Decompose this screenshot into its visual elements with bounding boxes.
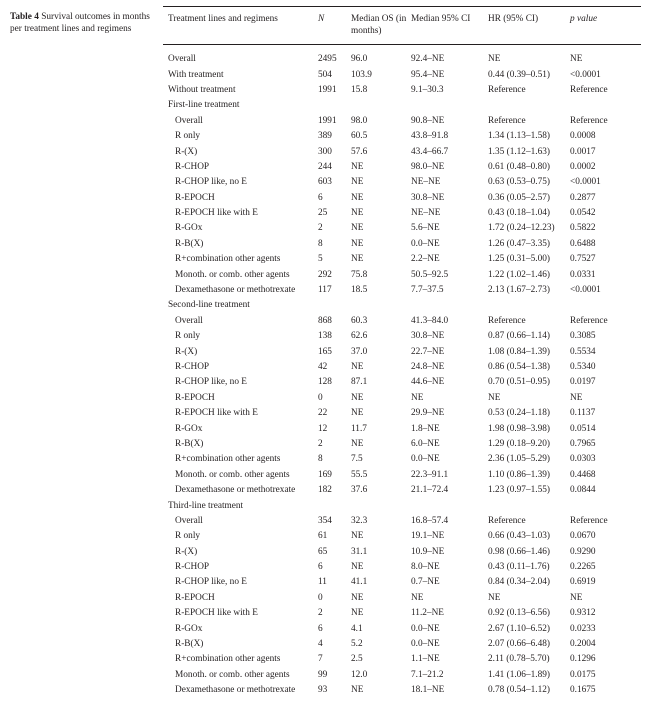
cell-median-os: 37.6 bbox=[351, 485, 368, 496]
cell-p-value: 0.5822 bbox=[570, 223, 596, 234]
cell-hr: Reference bbox=[488, 115, 526, 126]
cell-median-ci: 90.8–NE bbox=[411, 115, 445, 126]
cell-median-os: NE bbox=[351, 223, 364, 234]
cell-regimen: R-(X) bbox=[175, 146, 198, 157]
table-row bbox=[163, 359, 641, 374]
table-row bbox=[163, 421, 641, 436]
cell-median-os: NE bbox=[351, 531, 364, 542]
cell-n: 6 bbox=[318, 623, 323, 634]
cell-n: 389 bbox=[318, 131, 332, 142]
cell-n: 4 bbox=[318, 639, 323, 650]
section-heading-row bbox=[163, 98, 641, 113]
cell-regimen: R-EPOCH like with E bbox=[175, 208, 258, 219]
cell-median-os: 31.1 bbox=[351, 546, 368, 557]
cell-hr: 1.26 (0.47–3.35) bbox=[488, 238, 550, 249]
cell-median-ci: 6.0–NE bbox=[411, 438, 440, 449]
cell-median-os: NE bbox=[351, 254, 364, 265]
table-row bbox=[163, 606, 641, 621]
cell-median-os: NE bbox=[351, 592, 364, 603]
cell-regimen: With treatment bbox=[168, 69, 224, 80]
cell-regimen: Monoth. or comb. other agents bbox=[175, 469, 290, 480]
cell-hr: 0.66 (0.43–1.03) bbox=[488, 531, 550, 542]
cell-n: 8 bbox=[318, 238, 323, 249]
table-row bbox=[163, 683, 641, 698]
cell-hr: 0.78 (0.54–1.12) bbox=[488, 685, 550, 696]
cell-hr: 1.35 (1.12–1.63) bbox=[488, 146, 550, 157]
cell-n: 603 bbox=[318, 177, 332, 188]
cell-hr: 2.67 (1.10–6.52) bbox=[488, 623, 550, 634]
cell-median-os: 98.0 bbox=[351, 115, 368, 126]
section-heading: Third-line treatment bbox=[168, 500, 244, 511]
table-row bbox=[163, 559, 641, 574]
table-row bbox=[163, 313, 641, 328]
cell-median-ci: 22.3–91.1 bbox=[411, 469, 449, 480]
cell-n: 12 bbox=[318, 423, 328, 434]
table-row bbox=[163, 190, 641, 205]
cell-n: 117 bbox=[318, 285, 332, 296]
table-row bbox=[163, 390, 641, 405]
cell-regimen: R-EPOCH bbox=[175, 592, 215, 603]
cell-n: 292 bbox=[318, 269, 332, 280]
survival-table-container bbox=[163, 6, 641, 698]
cell-hr: Reference bbox=[488, 84, 526, 95]
cell-n: 22 bbox=[318, 408, 328, 419]
cell-p-value: 0.0197 bbox=[570, 377, 596, 388]
cell-p-value: 0.2265 bbox=[570, 562, 596, 573]
table-row bbox=[163, 221, 641, 236]
cell-median-ci: NE–NE bbox=[411, 208, 441, 219]
cell-median-ci: 44.6–NE bbox=[411, 377, 445, 388]
cell-median-os: 87.1 bbox=[351, 377, 368, 388]
cell-median-os: NE bbox=[351, 177, 364, 188]
cell-median-ci: 41.3–84.0 bbox=[411, 315, 449, 326]
cell-median-ci: 30.8–NE bbox=[411, 192, 445, 203]
cell-n: 138 bbox=[318, 331, 332, 342]
cell-median-os: NE bbox=[351, 562, 364, 573]
cell-p-value: 0.0303 bbox=[570, 454, 596, 465]
cell-p-value: 0.5534 bbox=[570, 346, 596, 357]
cell-median-ci: 50.5–92.5 bbox=[411, 269, 449, 280]
cell-regimen: R-EPOCH bbox=[175, 192, 215, 203]
table-row bbox=[163, 52, 641, 67]
cell-p-value: <0.0001 bbox=[570, 285, 601, 296]
table-row bbox=[163, 621, 641, 636]
cell-median-ci: 98.0–NE bbox=[411, 161, 445, 172]
cell-median-os: 75.8 bbox=[351, 269, 368, 280]
cell-regimen: R-CHOP like, no E bbox=[175, 177, 247, 188]
cell-n: 2 bbox=[318, 223, 323, 234]
cell-median-ci: 19.1–NE bbox=[411, 531, 445, 542]
cell-p-value: 0.0017 bbox=[570, 146, 596, 157]
cell-p-value: NE bbox=[570, 392, 583, 403]
cell-median-ci: 0.0–NE bbox=[411, 454, 440, 465]
cell-median-os: NE bbox=[351, 192, 364, 203]
cell-median-os: 103.9 bbox=[351, 69, 372, 80]
table-row bbox=[163, 144, 641, 159]
cell-p-value: Reference bbox=[570, 84, 608, 95]
cell-median-ci: 43.8–91.8 bbox=[411, 131, 449, 142]
cell-p-value: 0.1296 bbox=[570, 654, 596, 665]
cell-regimen: R only bbox=[175, 531, 201, 542]
header-row bbox=[163, 7, 641, 44]
cell-regimen: R-EPOCH bbox=[175, 392, 215, 403]
cell-median-os: 96.0 bbox=[351, 54, 368, 65]
cell-median-os: NE bbox=[351, 408, 364, 419]
cell-median-os: 60.5 bbox=[351, 131, 368, 142]
cell-regimen: Monoth. or comb. other agents bbox=[175, 669, 290, 680]
header-p-value: p value bbox=[570, 14, 598, 24]
cell-n: 182 bbox=[318, 485, 332, 496]
cell-n: 99 bbox=[318, 669, 328, 680]
cell-median-os: NE bbox=[351, 608, 364, 619]
cell-median-ci: 24.8–NE bbox=[411, 362, 445, 372]
cell-p-value: Reference bbox=[570, 115, 608, 126]
table-row bbox=[163, 82, 641, 97]
cell-p-value: 0.0670 bbox=[570, 531, 596, 542]
cell-n: 2495 bbox=[318, 54, 337, 65]
table-row bbox=[163, 482, 641, 497]
header-rule bbox=[163, 44, 641, 52]
cell-hr: 1.34 (1.13–1.58) bbox=[488, 131, 550, 142]
cell-hr: 2.13 (1.67–2.73) bbox=[488, 285, 550, 296]
cell-hr: 2.36 (1.05–5.29) bbox=[488, 454, 550, 465]
header-regimen: Treatment lines and regimens bbox=[168, 14, 278, 24]
cell-median-os: 4.1 bbox=[351, 623, 363, 634]
cell-median-os: 11.7 bbox=[351, 423, 367, 434]
cell-hr: 0.87 (0.66–1.14) bbox=[488, 331, 550, 342]
cell-p-value: NE bbox=[570, 54, 583, 65]
cell-median-os: 7.5 bbox=[351, 454, 363, 465]
cell-n: 169 bbox=[318, 469, 332, 480]
table-row bbox=[163, 405, 641, 420]
cell-median-ci: 43.4–66.7 bbox=[411, 146, 449, 157]
cell-median-os: NE bbox=[351, 208, 364, 219]
cell-hr: 0.44 (0.39–0.51) bbox=[488, 69, 550, 80]
cell-median-ci: 7.1–21.2 bbox=[411, 669, 444, 680]
cell-n: 2 bbox=[318, 608, 323, 619]
cell-n: 7 bbox=[318, 654, 323, 665]
table-row bbox=[163, 652, 641, 667]
survival-table bbox=[163, 7, 641, 698]
cell-p-value: 0.6919 bbox=[570, 577, 596, 588]
cell-median-ci: 29.9–NE bbox=[411, 408, 445, 419]
cell-median-os: 15.8 bbox=[351, 84, 368, 95]
cell-median-ci: 1.8–NE bbox=[411, 423, 440, 434]
cell-p-value: 0.9290 bbox=[570, 546, 596, 557]
cell-hr: 2.07 (0.66–6.48) bbox=[488, 639, 550, 650]
cell-n: 868 bbox=[318, 315, 332, 326]
cell-hr: 1.41 (1.06–1.89) bbox=[488, 669, 550, 680]
cell-median-ci: NE–NE bbox=[411, 177, 441, 188]
cell-median-os: NE bbox=[351, 685, 364, 696]
cell-regimen: R-B(X) bbox=[175, 238, 204, 249]
cell-p-value: 0.4468 bbox=[570, 469, 596, 480]
table-row bbox=[163, 67, 641, 82]
section-heading: Second-line treatment bbox=[168, 300, 250, 311]
table-row bbox=[163, 513, 641, 528]
cell-regimen: Overall bbox=[175, 315, 203, 326]
cell-p-value: 0.0002 bbox=[570, 161, 596, 172]
cell-hr: 0.63 (0.53–0.75) bbox=[488, 177, 550, 188]
cell-n: 1991 bbox=[318, 115, 337, 126]
cell-p-value: 0.0233 bbox=[570, 623, 596, 634]
cell-p-value: 0.6488 bbox=[570, 238, 596, 249]
cell-n: 25 bbox=[318, 208, 328, 219]
cell-median-ci: 11.2–NE bbox=[411, 608, 444, 619]
cell-n: 65 bbox=[318, 546, 328, 557]
cell-regimen: R-EPOCH like with E bbox=[175, 608, 258, 619]
cell-median-ci: 2.2–NE bbox=[411, 254, 440, 265]
cell-hr: Reference bbox=[488, 315, 526, 326]
table-row bbox=[163, 205, 641, 220]
cell-regimen: R-B(X) bbox=[175, 639, 204, 650]
table-row bbox=[163, 436, 641, 451]
cell-p-value: 0.0514 bbox=[570, 423, 596, 434]
cell-median-ci: 92.4–NE bbox=[411, 54, 445, 65]
table-label: Table 4 bbox=[10, 12, 39, 22]
cell-hr: NE bbox=[488, 592, 501, 603]
cell-p-value: 0.7527 bbox=[570, 254, 596, 265]
cell-n: 0 bbox=[318, 392, 323, 403]
cell-n: 354 bbox=[318, 515, 332, 526]
table-row bbox=[163, 175, 641, 190]
cell-hr: 1.10 (0.86–1.39) bbox=[488, 469, 550, 480]
cell-p-value: 0.2004 bbox=[570, 639, 596, 650]
cell-p-value: 0.0844 bbox=[570, 485, 596, 496]
cell-median-ci: 7.7–37.5 bbox=[411, 285, 444, 296]
cell-regimen: Dexamethasone or methotrexate bbox=[175, 485, 296, 496]
cell-n: 300 bbox=[318, 146, 332, 157]
header-median-os: Median OS (in months) bbox=[351, 14, 407, 36]
cell-regimen: R-EPOCH like with E bbox=[175, 408, 258, 419]
cell-median-ci: 10.9–NE bbox=[411, 546, 445, 557]
cell-median-ci: 16.8–57.4 bbox=[411, 515, 449, 526]
cell-p-value: 0.0175 bbox=[570, 669, 596, 680]
cell-regimen: R-GOx bbox=[175, 423, 203, 434]
cell-median-ci: 1.1–NE bbox=[411, 654, 440, 665]
cell-median-os: 32.3 bbox=[351, 515, 368, 526]
cell-hr: 0.84 (0.34–2.04) bbox=[488, 577, 550, 588]
cell-regimen: R only bbox=[175, 331, 201, 342]
cell-p-value: 0.0331 bbox=[570, 269, 596, 280]
cell-hr: 1.08 (0.84–1.39) bbox=[488, 346, 550, 357]
table-row bbox=[163, 329, 641, 344]
cell-regimen: Dexamethasone or methotrexate bbox=[175, 685, 296, 696]
cell-median-ci: NE bbox=[411, 592, 424, 603]
section-heading-row bbox=[163, 298, 641, 313]
cell-regimen: R-CHOP like, no E bbox=[175, 377, 247, 388]
table-row bbox=[163, 282, 641, 297]
cell-hr: 1.23 (0.97–1.55) bbox=[488, 485, 550, 496]
cell-regimen: Dexamethasone or methotrexate bbox=[175, 285, 296, 296]
cell-hr: 0.43 (0.18–1.04) bbox=[488, 208, 550, 219]
cell-regimen: R only bbox=[175, 131, 201, 142]
table-row bbox=[163, 575, 641, 590]
cell-median-os: 12.0 bbox=[351, 669, 368, 680]
cell-median-os: NE bbox=[351, 238, 364, 249]
cell-n: 128 bbox=[318, 377, 332, 388]
cell-regimen: Monoth. or comb. other agents bbox=[175, 269, 290, 280]
table-row bbox=[163, 344, 641, 359]
cell-hr: 0.92 (0.13–6.56) bbox=[488, 608, 550, 619]
table-row bbox=[163, 159, 641, 174]
cell-hr: 0.70 (0.51–0.95) bbox=[488, 377, 550, 388]
cell-n: 8 bbox=[318, 454, 323, 465]
cell-median-os: 5.2 bbox=[351, 639, 363, 650]
cell-median-ci: 5.6–NE bbox=[411, 223, 440, 234]
header-n: N bbox=[318, 14, 325, 24]
cell-median-ci: 0.0–NE bbox=[411, 238, 440, 249]
table-row bbox=[163, 667, 641, 682]
cell-median-os: 37.0 bbox=[351, 346, 368, 357]
cell-regimen: R+combination other agents bbox=[175, 654, 281, 665]
cell-p-value: <0.0001 bbox=[570, 177, 601, 188]
header-hr: HR (95% CI) bbox=[488, 14, 539, 24]
cell-n: 1991 bbox=[318, 84, 337, 95]
cell-regimen: Overall bbox=[175, 515, 203, 526]
cell-hr: 0.98 (0.66–1.46) bbox=[488, 546, 550, 557]
cell-median-ci: 9.1–30.3 bbox=[411, 84, 444, 95]
cell-p-value: 0.2877 bbox=[570, 192, 596, 203]
cell-median-ci: 0.7–NE bbox=[411, 577, 440, 588]
cell-n: 93 bbox=[318, 685, 328, 696]
cell-regimen: Overall bbox=[175, 115, 203, 126]
cell-p-value: 0.1137 bbox=[570, 408, 596, 419]
cell-median-ci: 0.0–NE bbox=[411, 623, 440, 634]
cell-regimen: R+combination other agents bbox=[175, 254, 281, 265]
cell-regimen: R-GOx bbox=[175, 623, 203, 634]
cell-median-os: 60.3 bbox=[351, 315, 368, 326]
cell-hr: NE bbox=[488, 54, 501, 65]
cell-n: 61 bbox=[318, 531, 328, 542]
cell-median-ci: NE bbox=[411, 392, 424, 403]
cell-n: 6 bbox=[318, 562, 323, 573]
cell-median-ci: 95.4–NE bbox=[411, 69, 445, 80]
cell-median-os: 62.6 bbox=[351, 331, 368, 342]
cell-regimen: R-GOx bbox=[175, 223, 203, 234]
cell-regimen: R-CHOP bbox=[175, 161, 210, 172]
cell-median-ci: 22.7–NE bbox=[411, 346, 445, 357]
cell-median-ci: 30.8–NE bbox=[411, 331, 445, 342]
cell-hr: 1.22 (1.02–1.46) bbox=[488, 269, 550, 280]
table-row bbox=[163, 375, 641, 390]
header-median-ci: Median 95% CI bbox=[411, 14, 471, 24]
table-row bbox=[163, 544, 641, 559]
cell-p-value: 0.1675 bbox=[570, 685, 596, 696]
cell-n: 11 bbox=[318, 577, 327, 588]
cell-regimen: R-(X) bbox=[175, 546, 198, 557]
cell-hr: 1.72 (0.24–12.23) bbox=[488, 223, 555, 234]
cell-median-os: 55.5 bbox=[351, 469, 368, 480]
cell-regimen: R-CHOP bbox=[175, 362, 210, 372]
cell-median-os: NE bbox=[351, 438, 364, 449]
cell-regimen: Without treatment bbox=[168, 84, 236, 95]
cell-median-os: NE bbox=[351, 362, 364, 372]
cell-p-value: 0.7965 bbox=[570, 438, 596, 449]
table-caption bbox=[10, 12, 158, 35]
cell-p-value: 0.9312 bbox=[570, 608, 596, 619]
cell-n: 504 bbox=[318, 69, 332, 80]
cell-regimen: R+combination other agents bbox=[175, 454, 281, 465]
cell-median-os: 18.5 bbox=[351, 285, 368, 296]
cell-hr: 0.86 (0.54–1.38) bbox=[488, 362, 550, 372]
table-row bbox=[163, 128, 641, 143]
cell-n: 6 bbox=[318, 192, 323, 203]
section-heading: First-line treatment bbox=[168, 100, 240, 111]
cell-n: 42 bbox=[318, 362, 328, 372]
table-header bbox=[163, 7, 641, 44]
cell-n: 0 bbox=[318, 592, 323, 603]
cell-median-ci: 21.1–72.4 bbox=[411, 485, 449, 496]
table-row bbox=[163, 467, 641, 482]
cell-median-os: 57.6 bbox=[351, 146, 368, 157]
section-heading-row bbox=[163, 498, 641, 513]
cell-n: 165 bbox=[318, 346, 332, 357]
cell-hr: 0.43 (0.11–1.76) bbox=[488, 562, 550, 573]
cell-p-value: 0.3085 bbox=[570, 331, 596, 342]
cell-n: 5 bbox=[318, 254, 323, 265]
table-body bbox=[163, 44, 641, 698]
cell-n: 2 bbox=[318, 438, 323, 449]
cell-median-ci: 18.1–NE bbox=[411, 685, 445, 696]
cell-p-value: Reference bbox=[570, 515, 608, 526]
cell-median-ci: 8.0–NE bbox=[411, 562, 440, 573]
cell-hr: 1.25 (0.31–5.00) bbox=[488, 254, 550, 265]
table-row bbox=[163, 113, 641, 128]
table-row bbox=[163, 252, 641, 267]
cell-hr: 1.29 (0.18–9.20) bbox=[488, 438, 550, 449]
cell-median-os: NE bbox=[351, 392, 364, 403]
cell-p-value: 0.5340 bbox=[570, 362, 596, 372]
cell-p-value: 0.0542 bbox=[570, 208, 596, 219]
cell-regimen: R-CHOP like, no E bbox=[175, 577, 247, 588]
cell-regimen: R-B(X) bbox=[175, 438, 204, 449]
cell-p-value: 0.0008 bbox=[570, 131, 596, 142]
cell-p-value: NE bbox=[570, 592, 583, 603]
table-caption-text: Survival outcomes in months per treatment lines and regimens bbox=[10, 12, 150, 34]
cell-median-os: 2.5 bbox=[351, 654, 363, 665]
cell-hr: NE bbox=[488, 392, 501, 403]
table-row bbox=[163, 452, 641, 467]
table-row bbox=[163, 636, 641, 651]
table-row bbox=[163, 529, 641, 544]
cell-hr: 0.36 (0.05–2.57) bbox=[488, 192, 550, 203]
cell-regimen: R-(X) bbox=[175, 346, 198, 357]
header-separator-row bbox=[163, 44, 641, 52]
table-row bbox=[163, 236, 641, 251]
cell-regimen: R-CHOP bbox=[175, 562, 210, 573]
table-row bbox=[163, 267, 641, 282]
cell-regimen: Overall bbox=[168, 54, 196, 65]
cell-p-value: Reference bbox=[570, 315, 608, 326]
cell-hr: 0.53 (0.24–1.18) bbox=[488, 408, 550, 419]
table-row bbox=[163, 590, 641, 605]
cell-hr: 0.61 (0.48–0.80) bbox=[488, 161, 550, 172]
cell-n: 244 bbox=[318, 161, 332, 172]
cell-median-os: 41.1 bbox=[351, 577, 368, 588]
cell-hr: 2.11 (0.78–5.70) bbox=[488, 654, 550, 665]
cell-hr: Reference bbox=[488, 515, 526, 526]
cell-median-ci: 0.0–NE bbox=[411, 639, 440, 650]
cell-median-os: NE bbox=[351, 161, 364, 172]
cell-hr: 1.98 (0.98–3.98) bbox=[488, 423, 550, 434]
cell-p-value: <0.0001 bbox=[570, 69, 601, 80]
